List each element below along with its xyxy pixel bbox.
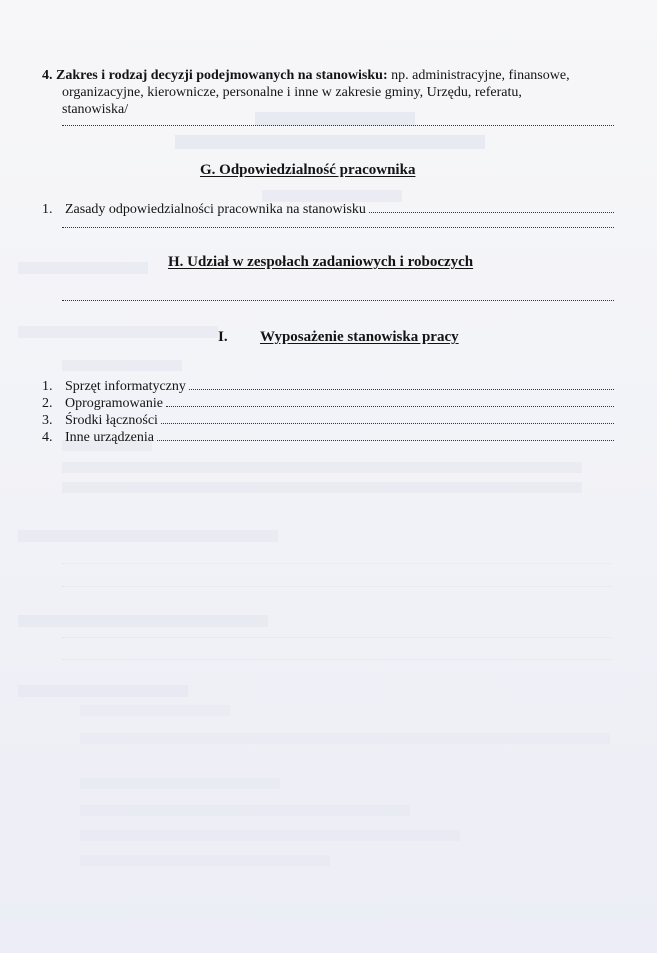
equipment-row-4 — [42, 428, 614, 446]
responsibility-answer-line-2[interactable] — [62, 226, 614, 228]
decision-scope-title: Zakres i rodzaj decyzji podejmowanych na stanowisku: — [56, 68, 388, 83]
decision-scope-answer-line[interactable] — [62, 124, 614, 126]
equipment-number-3: 3. — [42, 413, 53, 428]
section-i-letter: I. — [218, 329, 228, 345]
equipment-label-1: Sprzęt informatyczny — [65, 379, 186, 394]
equipment-answer-line-4[interactable] — [157, 428, 614, 441]
decision-scope-line-3: stanowiska/ — [62, 102, 129, 117]
decision-scope-line-1 — [42, 67, 632, 84]
equipment-label-4: Inne urządzenia — [65, 430, 154, 445]
decision-scope-line-2: organizacyjne, kierownicze, personalne i inne w zakresie gminy, Urzędu, referatu, — [62, 85, 522, 100]
responsibility-label: Zasady odpowiedzialności pracownika na stanowisku — [65, 202, 366, 217]
equipment-answer-line-2[interactable] — [166, 394, 614, 407]
section-i-heading: Wyposażenie stanowiska pracy — [260, 329, 459, 345]
equipment-label-3: Środki łączności — [65, 413, 158, 428]
equipment-answer-line-1[interactable] — [189, 377, 614, 390]
decision-scope-text-1: np. administracyjne, finansowe, — [391, 68, 570, 83]
responsibility-answer-line[interactable] — [369, 200, 614, 213]
decision-scope-paragraph — [42, 67, 632, 118]
equipment-row-1 — [42, 377, 614, 395]
equipment-number-4: 4. — [42, 430, 53, 445]
equipment-row-2 — [42, 394, 614, 412]
equipment-number-1: 1. — [42, 379, 53, 394]
equipment-row-3 — [42, 411, 614, 429]
teams-answer-line[interactable] — [62, 299, 614, 301]
equipment-label-2: Oprogramowanie — [65, 396, 163, 411]
section-h-heading: H. Udział w zespołach zadaniowych i roboczych — [168, 254, 474, 270]
section-g-heading: G. Odpowiedzialność pracownika — [200, 162, 416, 178]
responsibility-number: 1. — [42, 202, 53, 217]
equipment-number-2: 2. — [42, 396, 53, 411]
decision-scope-number: 4. — [42, 68, 53, 83]
equipment-answer-line-3[interactable] — [161, 411, 614, 424]
responsibility-row — [42, 200, 614, 218]
